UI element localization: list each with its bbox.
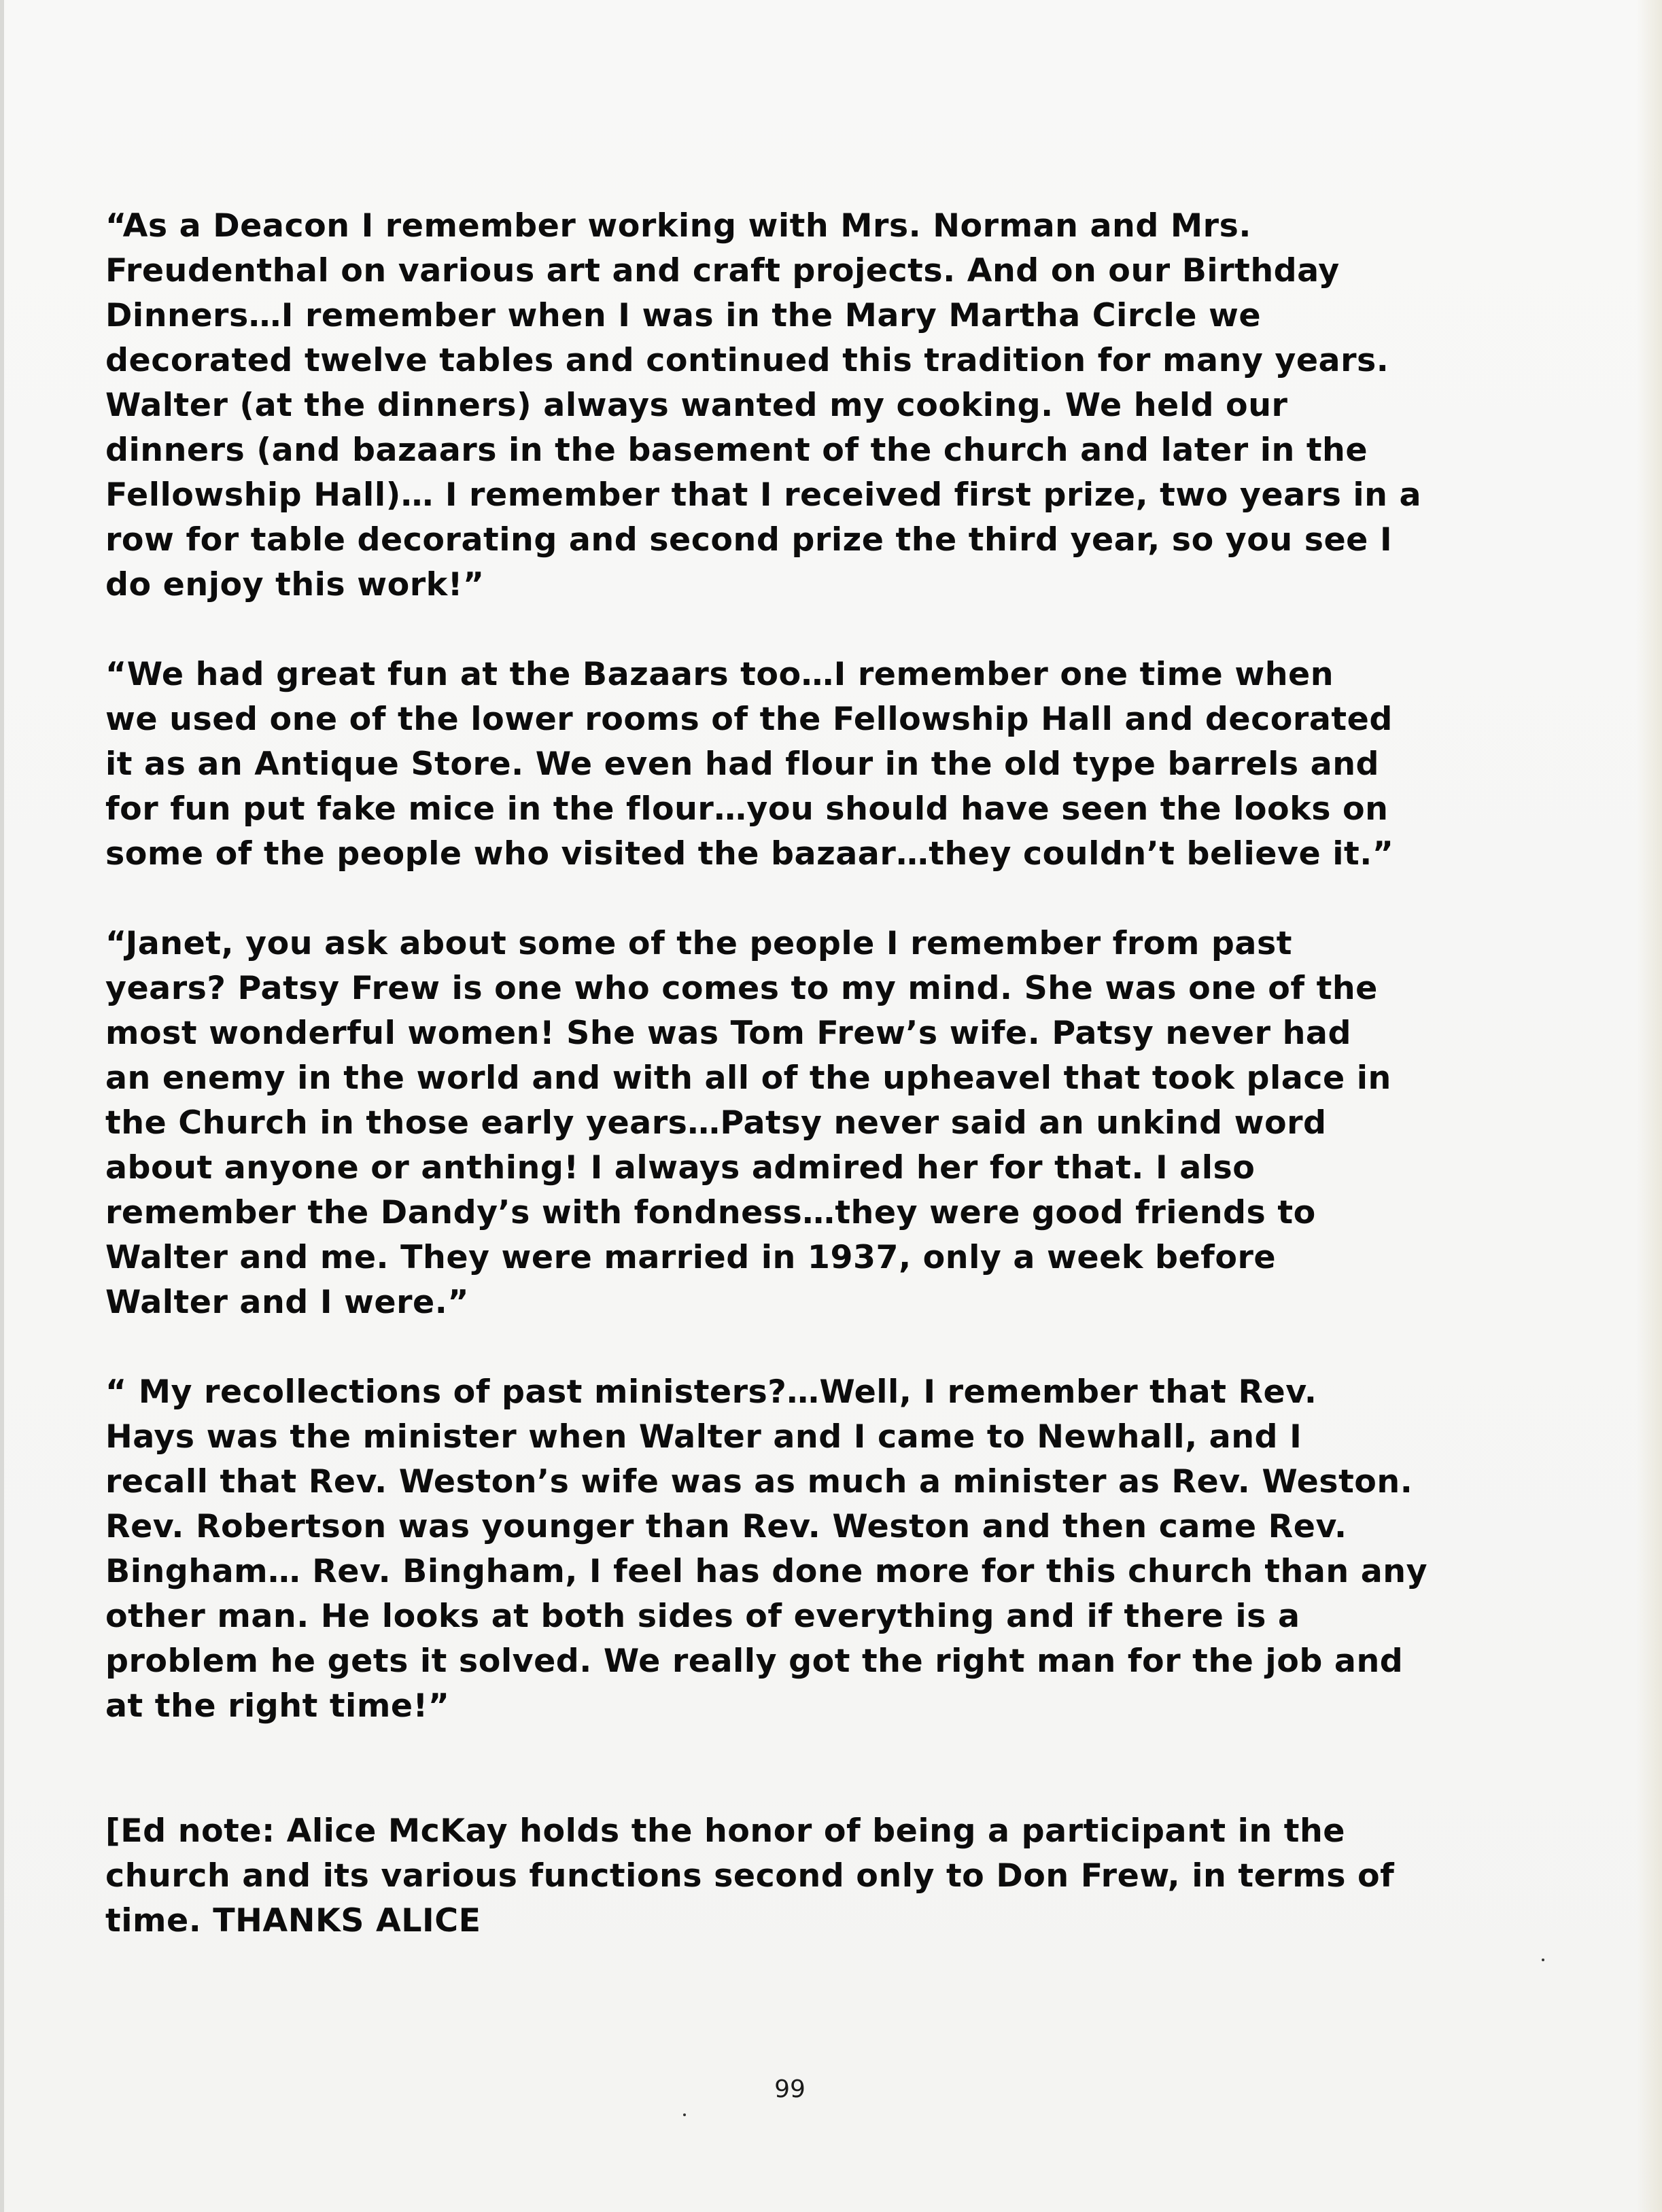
scan-speck xyxy=(1542,1959,1544,1961)
scan-left-edge xyxy=(0,0,4,2212)
scan-speck xyxy=(683,2113,686,2116)
body-text xyxy=(105,204,1465,1988)
paragraph-deacon: “As a Deacon I remember working with Mrs. Norman and Mrs. Freudenthal on various art and craft projects. And on our Birthday Dinners…I remember when I was in the Mary Martha Circle we decorated twelve tables and continued this tradition for many years. Walter (at the dinners) always wanted my cooking. We held our dinners (and bazaars in the basement of the church and later in the Fellowship Hall)… I remember that I received first prize, two years in a row for table decorating and second prize the third year, so you see I do enjoy this work!” xyxy=(105,207,1422,603)
editor-note: [Ed note: Alice McKay holds the honor of being a participant in the church and its various functions second only to Don Frew, in terms of time. THANKS ALICE xyxy=(105,1812,1395,1939)
paragraph-ministers: “ My recollections of past ministers?…Well, I remember that Rev. Hays was the minister when Walter and I came to Newhall, and I recall that Rev. Weston’s wife was as much a minister as Rev. Weston. Rev. Robertson was younger than Rev. Weston and then came Rev. Bingham… Rev. Bingham, I feel has done more for this church than any other man. He looks at both sides of everything and if there is a problem he gets it solved. We really got the right man for the job and at the right time!” xyxy=(105,1373,1428,1725)
scan-right-edge xyxy=(1636,0,1662,2212)
paragraph-people: “Janet, you ask about some of the people I remember from past years? Patsy Frew is one who comes to my mind. She was one of the most wonderful women! She was Tom Frew’s wife. Patsy never had an enemy in the world and with all of the upheavel that took place in the Church in those early years…Patsy never said an unkind word about anyone or anthing! I always admired her for that. I also remember the Dandy’s with fondness…they were good friends to Walter and me. They were married in 1937, only a week before Walter and I were.” xyxy=(105,925,1391,1321)
paragraph-bazaars: “We had great fun at the Bazaars too…I remember one time when we used one of the lower rooms of the Fellowship Hall and decorated it as an Antique Store. We even had flour in the old type barrels and for fun put fake mice in the flour…you should have seen the looks on some of the people who visited the bazaar…they couldn’t believe it.” xyxy=(105,656,1394,873)
page-number: 99 xyxy=(774,2075,806,2103)
